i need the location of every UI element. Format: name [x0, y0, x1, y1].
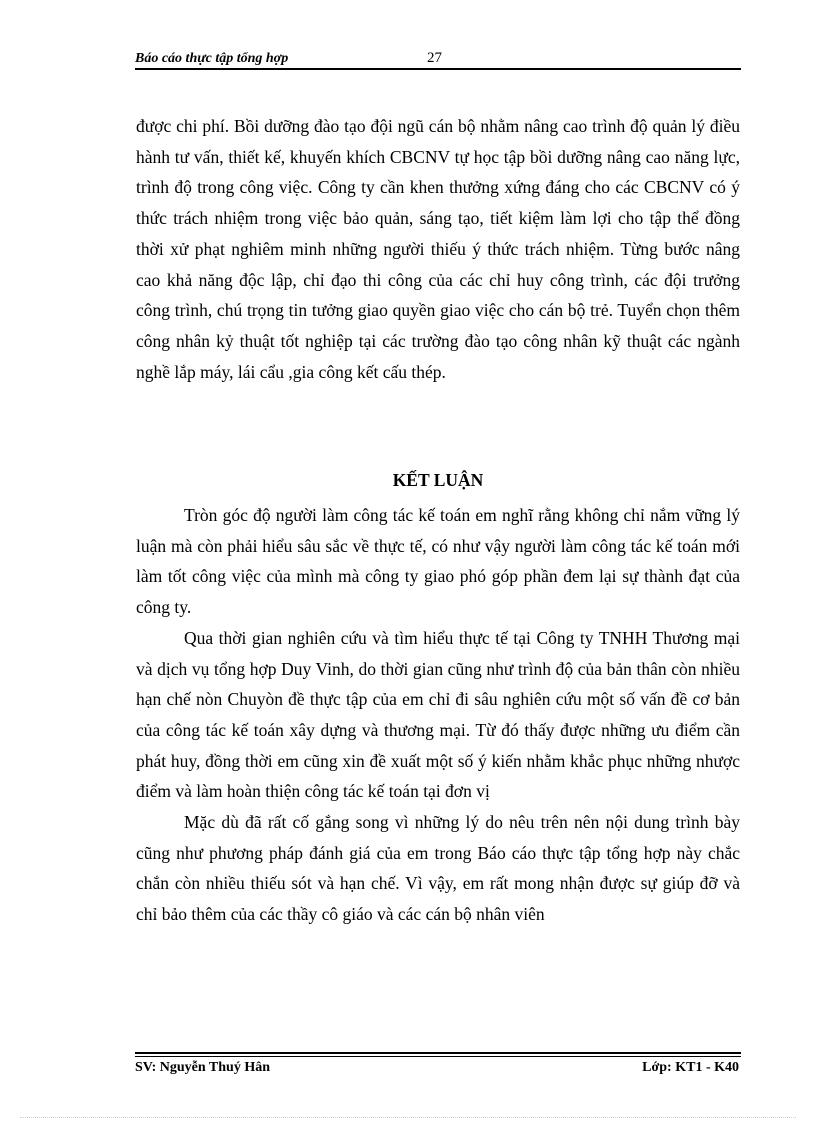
header-title: Báo cáo thực tập tổng hợp	[135, 51, 289, 66]
page-header	[135, 50, 741, 70]
continued-paragraph: được chi phí. Bồi dưỡng đào tạo đội ngũ cán bộ nhằm nâng cao trình độ quản lý điều hành tư vấn, thiết kế, khuyến khích CBCNV tự học tập bồi dưỡng nâng cao năng lực, trình độ trong công việc. Công ty cần khen thưởng xứng đáng cho các CBCNV có ý thức trách nhiệm trong việc bảo quản, sáng tạo, tiết kiệm làm lợi cho tập thể đồng thời xử phạt nghiêm minh những người thiếu ý thức trách nhiệm. Từng bước nâng cao khả năng độc lập, chỉ đạo thi công của các chỉ huy công trình, các đội trưởng công trình, chú trọng tin tưởng giao quyền giao việc cho cán bộ trẻ. Tuyển chọn thêm công nhân kỷ thuật tốt nghiệp tại các trường đào tạo công nhân kỹ thuật các ngành nghề lắp máy, lái cẩu ,gia công kết cấu thép.	[136, 116, 740, 382]
header-divider	[135, 68, 741, 70]
footer-divider-thin	[135, 1056, 741, 1057]
conclusion-body	[136, 500, 740, 930]
conclusion-paragraph-3: Mặc dù đã rất cố gắng song vì những lý do nêu trên nên nội dung trình bày cũng như phương pháp đánh giá của em trong Báo cáo thực tập tổng hợp này chắc chắn còn nhiều thiếu sót và hạn chế. Vì vậy, em rất mong nhận được sự giúp đỡ và chỉ bảo thêm của các thầy cô giáo và các cán bộ nhân viên	[136, 812, 740, 925]
footer-class: Lớp: KT1 - K40	[642, 1060, 739, 1075]
page-number: 27	[427, 50, 442, 66]
page-footer	[135, 1060, 741, 1080]
footer-student: SV: Nguyễn Thuý Hân	[135, 1060, 271, 1075]
conclusion-paragraph-1: Tròn góc độ người làm công tác kế toán em nghĩ rằng không chỉ nắm vững lý luận mà còn phải hiểu sâu sắc về thực tế, có như vậy người làm công tác kế toán mới làm tốt công việc của mình mà công ty giao phó góp phần đem lại sự thành đạt của công ty.	[136, 505, 740, 618]
page-bottom-border	[20, 1117, 796, 1118]
footer-divider-thick	[135, 1052, 741, 1054]
conclusion-heading: KẾT LUẬN	[392, 470, 484, 490]
continued-paragraph-block	[136, 111, 740, 387]
conclusion-paragraph-2: Qua thời gian nghiên cứu và tìm hiểu thực tế tại Công ty TNHH Thương mại và dịch vụ tổng hợp Duy Vinh, do thời gian cũng như trình độ của bản thân còn nhiều hạn chế nòn Chuyòn đề thực tập của em chỉ đi sâu nghiên cứu một số vấn đề cơ bản của công tác kế toán xây dựng và thương mại. Từ đó thấy được những ưu điểm cần phát huy, đồng thời em cũng xin đề xuất một số ý kiến nhằm khắc phục những nhược điểm và làm hoàn thiện công tác kế toán tại đơn vị	[136, 627, 740, 802]
